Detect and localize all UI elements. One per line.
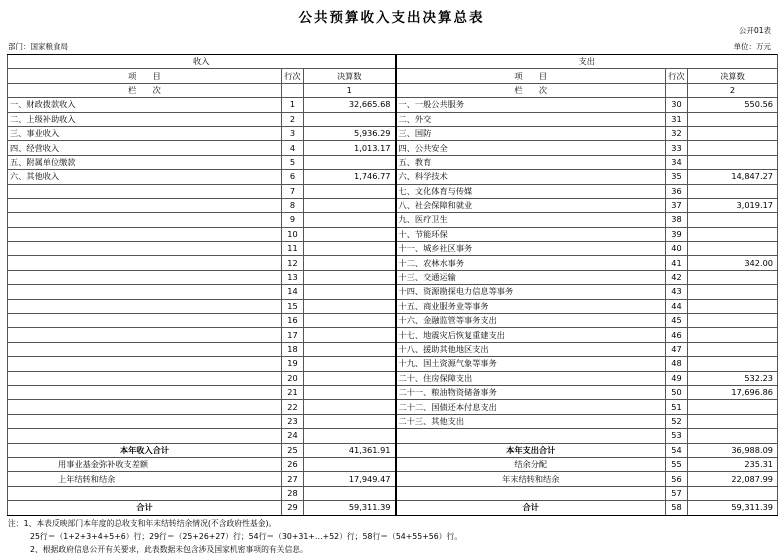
income-item: 四、经营收入 [8, 141, 282, 155]
expense-amount [688, 299, 778, 313]
table-row [8, 170, 778, 184]
income-row-number: 16 [282, 314, 304, 328]
income-amount [304, 371, 396, 385]
income-amount-header: 决算数 [304, 69, 396, 83]
expense-item: 八、社会保障和就业 [396, 198, 666, 212]
summary-row [8, 443, 778, 457]
expense-row-number: 36 [666, 184, 688, 198]
income-item: 一、财政拨款收入 [8, 98, 282, 112]
expense-summary-item: 本年支出合计 [396, 443, 666, 457]
report-title: 公共预算收入支出决算总表 [298, 10, 485, 26]
income-item: 五、附属单位缴款 [8, 155, 282, 169]
expense-item: 十四、资源勘探电力信息等事务 [396, 285, 666, 299]
expense-amount: 342.00 [688, 256, 778, 270]
expense-amount [688, 213, 778, 227]
income-summary-item: 合计 [8, 501, 282, 515]
expense-summary-amount: 22,087.99 [688, 472, 778, 486]
expense-summary-row-number: 56 [666, 472, 688, 486]
income-item [8, 270, 282, 284]
income-row-number: 1 [282, 98, 304, 112]
expense-item: 二十一、粮油物资储备事务 [396, 385, 666, 399]
income-summary-amount: 59,311.39 [304, 501, 396, 515]
unit-label: 单位：万元 [733, 42, 771, 51]
expense-item: 六、科学技术 [396, 170, 666, 184]
income-row-number: 2 [282, 112, 304, 126]
form-number: 公开01表 [738, 26, 771, 35]
table-row [8, 414, 778, 428]
income-item: 六、其他收入 [8, 170, 282, 184]
expense-row-number: 42 [666, 270, 688, 284]
table-row [8, 126, 778, 140]
income-item [8, 198, 282, 212]
income-summary-amount [304, 486, 396, 500]
expense-item: 九、医疗卫生 [396, 213, 666, 227]
income-amount: 1,746.77 [304, 170, 396, 184]
income-amount [304, 184, 396, 198]
table-row [8, 299, 778, 313]
income-summary-item: 上年结转和结余 [8, 472, 282, 486]
income-amount [304, 270, 396, 284]
income-item [8, 184, 282, 198]
expense-item: 十三、交通运输 [396, 270, 666, 284]
column-index-row [8, 83, 778, 97]
income-summary-item: 本年收入合计 [8, 443, 282, 457]
income-amount [304, 299, 396, 313]
expense-amount [688, 184, 778, 198]
table-row [8, 385, 778, 399]
expense-item: 二、外交 [396, 112, 666, 126]
income-amount [304, 227, 396, 241]
expense-amount: 17,696.86 [688, 385, 778, 399]
expense-row-number: 31 [666, 112, 688, 126]
table-row [8, 112, 778, 126]
income-item [8, 213, 282, 227]
income-item [8, 400, 282, 414]
expense-item: 一、一般公共服务 [396, 98, 666, 112]
expense-amount [688, 155, 778, 169]
income-section-header: 收入 [8, 55, 396, 69]
expense-item: 七、文化体育与传媒 [396, 184, 666, 198]
income-amount [304, 400, 396, 414]
table-row [8, 155, 778, 169]
expense-row-number: 49 [666, 371, 688, 385]
income-row-number: 4 [282, 141, 304, 155]
summary-row [8, 486, 778, 500]
expense-item: 十七、地震灾后恢复重建支出 [396, 328, 666, 342]
expense-row-number: 34 [666, 155, 688, 169]
income-amount [304, 285, 396, 299]
income-item [8, 256, 282, 270]
income-row-number: 19 [282, 357, 304, 371]
expense-amount: 532.23 [688, 371, 778, 385]
expense-summary-item: 合计 [396, 501, 666, 515]
income-item: 三、事业收入 [8, 126, 282, 140]
income-row-number: 17 [282, 328, 304, 342]
expense-item: 五、教育 [396, 155, 666, 169]
expense-col-number: 2 [688, 83, 778, 97]
expense-item: 十二、农林水事务 [396, 256, 666, 270]
table-row [8, 198, 778, 212]
expense-amount [688, 328, 778, 342]
expense-summary-amount: 36,988.09 [688, 443, 778, 457]
expense-item [396, 429, 666, 443]
expense-row-number: 38 [666, 213, 688, 227]
income-summary-amount [304, 457, 396, 471]
income-amount [304, 342, 396, 356]
expense-row-number: 51 [666, 400, 688, 414]
expense-row-number: 46 [666, 328, 688, 342]
income-summary-item: 用事业基金弥补收支差额 [8, 457, 282, 471]
expense-summary-row-number: 57 [666, 486, 688, 500]
income-row-number: 11 [282, 242, 304, 256]
table-row [8, 227, 778, 241]
income-amount [304, 155, 396, 169]
expense-amount: 550.56 [688, 98, 778, 112]
income-row-number: 8 [282, 198, 304, 212]
income-amount [304, 242, 396, 256]
table-row [8, 400, 778, 414]
income-rowno-header: 行次 [282, 69, 304, 83]
expense-item: 十、节能环保 [396, 227, 666, 241]
income-amount [304, 314, 396, 328]
expense-summary-amount: 235.31 [688, 457, 778, 471]
income-item [8, 242, 282, 256]
expense-row-number: 43 [666, 285, 688, 299]
expense-amount: 3,019.17 [688, 198, 778, 212]
table-row [8, 314, 778, 328]
income-item [8, 299, 282, 313]
table-row [8, 141, 778, 155]
table-row [8, 371, 778, 385]
expense-item-header: 项 目 [396, 69, 666, 83]
income-row-number: 9 [282, 213, 304, 227]
expense-row-number: 37 [666, 198, 688, 212]
income-row-number: 3 [282, 126, 304, 140]
income-summary-row-number: 26 [282, 457, 304, 471]
table-row [8, 342, 778, 356]
income-amount [304, 198, 396, 212]
expense-amount [688, 141, 778, 155]
income-row-number: 13 [282, 270, 304, 284]
income-item [8, 429, 282, 443]
income-col-label: 栏 次 [8, 83, 282, 97]
expense-amount-header: 决算数 [688, 69, 778, 83]
income-amount [304, 414, 396, 428]
income-item [8, 328, 282, 342]
expense-amount [688, 242, 778, 256]
income-item-header: 项 目 [8, 69, 282, 83]
expense-row-number: 33 [666, 141, 688, 155]
table-row [8, 242, 778, 256]
table-row [8, 98, 778, 112]
income-row-number: 21 [282, 385, 304, 399]
income-item [8, 357, 282, 371]
expense-row-number: 41 [666, 256, 688, 270]
note-1: 注：1、本表反映部门本年度的总收支和年末结转结余情况(不含政府性基金)。 [8, 519, 277, 528]
income-item [8, 285, 282, 299]
expense-amount [688, 342, 778, 356]
expense-item: 十八、援助其他地区支出 [396, 342, 666, 356]
income-row-number: 24 [282, 429, 304, 443]
income-amount: 5,936.29 [304, 126, 396, 140]
expense-amount [688, 270, 778, 284]
summary-row [8, 501, 778, 515]
expense-item: 二十、住房保障支出 [396, 371, 666, 385]
summary-row [8, 472, 778, 486]
income-amount [304, 213, 396, 227]
income-amount: 1,013.17 [304, 141, 396, 155]
summary-row [8, 457, 778, 471]
expense-amount [688, 112, 778, 126]
table-row [8, 328, 778, 342]
income-amount [304, 112, 396, 126]
expense-item: 四、公共安全 [396, 141, 666, 155]
income-row-number: 20 [282, 371, 304, 385]
expense-row-number: 52 [666, 414, 688, 428]
expense-row-number: 48 [666, 357, 688, 371]
expense-summary-row-number: 58 [666, 501, 688, 515]
column-header-row [8, 69, 778, 83]
income-row-number: 6 [282, 170, 304, 184]
expense-item: 十一、城乡社区事务 [396, 242, 666, 256]
expense-section-header: 支出 [396, 55, 778, 69]
section-header-row [8, 55, 778, 69]
income-row-number: 14 [282, 285, 304, 299]
income-col-number: 1 [304, 83, 396, 97]
income-row-number: 18 [282, 342, 304, 356]
expense-row-number: 44 [666, 299, 688, 313]
department-label: 部门：国家粮食局 [8, 42, 68, 51]
expense-item: 十九、国土资源气象等事务 [396, 357, 666, 371]
table-row [8, 270, 778, 284]
income-amount [304, 357, 396, 371]
income-summary-amount: 41,361.91 [304, 443, 396, 457]
notes [8, 518, 462, 556]
income-item [8, 342, 282, 356]
income-item [8, 414, 282, 428]
expense-amount [688, 429, 778, 443]
expense-summary-item: 结余分配 [396, 457, 666, 471]
income-amount: 32,665.68 [304, 98, 396, 112]
expense-item: 二十三、其他支出 [396, 414, 666, 428]
expense-item: 二十二、国债还本付息支出 [396, 400, 666, 414]
income-amount [304, 328, 396, 342]
expense-row-number: 53 [666, 429, 688, 443]
expense-amount [688, 126, 778, 140]
expense-amount [688, 400, 778, 414]
note-2: 2、根据政府信息公开有关要求，此表数据未包含涉及国家机密事项的有关信息。 [30, 544, 308, 554]
income-row-number: 10 [282, 227, 304, 241]
income-amount [304, 385, 396, 399]
expense-amount [688, 227, 778, 241]
income-item [8, 371, 282, 385]
expense-col-label: 栏 次 [396, 83, 666, 97]
expense-amount [688, 414, 778, 428]
income-summary-row-number: 25 [282, 443, 304, 457]
table-row [8, 285, 778, 299]
income-row-number: 23 [282, 414, 304, 428]
income-summary-item [8, 486, 282, 500]
expense-amount [688, 314, 778, 328]
income-row-number: 12 [282, 256, 304, 270]
expense-col-blank [666, 83, 688, 97]
expense-item: 十六、金融监管等事务支出 [396, 314, 666, 328]
expense-row-number: 39 [666, 227, 688, 241]
table-row [8, 256, 778, 270]
expense-row-number: 35 [666, 170, 688, 184]
income-item [8, 227, 282, 241]
income-summary-amount: 17,949.47 [304, 472, 396, 486]
income-amount [304, 256, 396, 270]
table-row [8, 213, 778, 227]
expense-summary-row-number: 55 [666, 457, 688, 471]
expense-row-number: 30 [666, 98, 688, 112]
expense-amount [688, 357, 778, 371]
expense-summary-item: 年末结转和结余 [396, 472, 666, 486]
income-row-number: 22 [282, 400, 304, 414]
expense-row-number: 40 [666, 242, 688, 256]
note-formula: 25行＝（1+2+3+4+5+6）行；29行＝（25+26+27）行；54行＝（30+31+…+52）行；58行＝（54+55+56）行。 [30, 531, 463, 541]
income-summary-row-number: 29 [282, 501, 304, 515]
expense-summary-amount [688, 486, 778, 500]
income-col-blank [282, 83, 304, 97]
expense-summary-item [396, 486, 666, 500]
income-summary-row-number: 27 [282, 472, 304, 486]
income-summary-row-number: 28 [282, 486, 304, 500]
income-row-number: 7 [282, 184, 304, 198]
income-amount [304, 429, 396, 443]
expense-row-number: 45 [666, 314, 688, 328]
income-row-number: 5 [282, 155, 304, 169]
expense-item: 三、国防 [396, 126, 666, 140]
table-row [8, 429, 778, 443]
expense-summary-amount: 59,311.39 [688, 501, 778, 515]
table-row [8, 184, 778, 198]
expense-summary-row-number: 54 [666, 443, 688, 457]
expense-amount [688, 285, 778, 299]
expense-rowno-header: 行次 [666, 69, 688, 83]
budget-summary-table [7, 54, 778, 516]
income-item [8, 385, 282, 399]
expense-row-number: 32 [666, 126, 688, 140]
expense-amount: 14,847.27 [688, 170, 778, 184]
income-item: 二、上级补助收入 [8, 112, 282, 126]
table-row [8, 357, 778, 371]
expense-item: 十五、商业服务业等事务 [396, 299, 666, 313]
expense-row-number: 47 [666, 342, 688, 356]
income-item [8, 314, 282, 328]
income-row-number: 15 [282, 299, 304, 313]
expense-row-number: 50 [666, 385, 688, 399]
